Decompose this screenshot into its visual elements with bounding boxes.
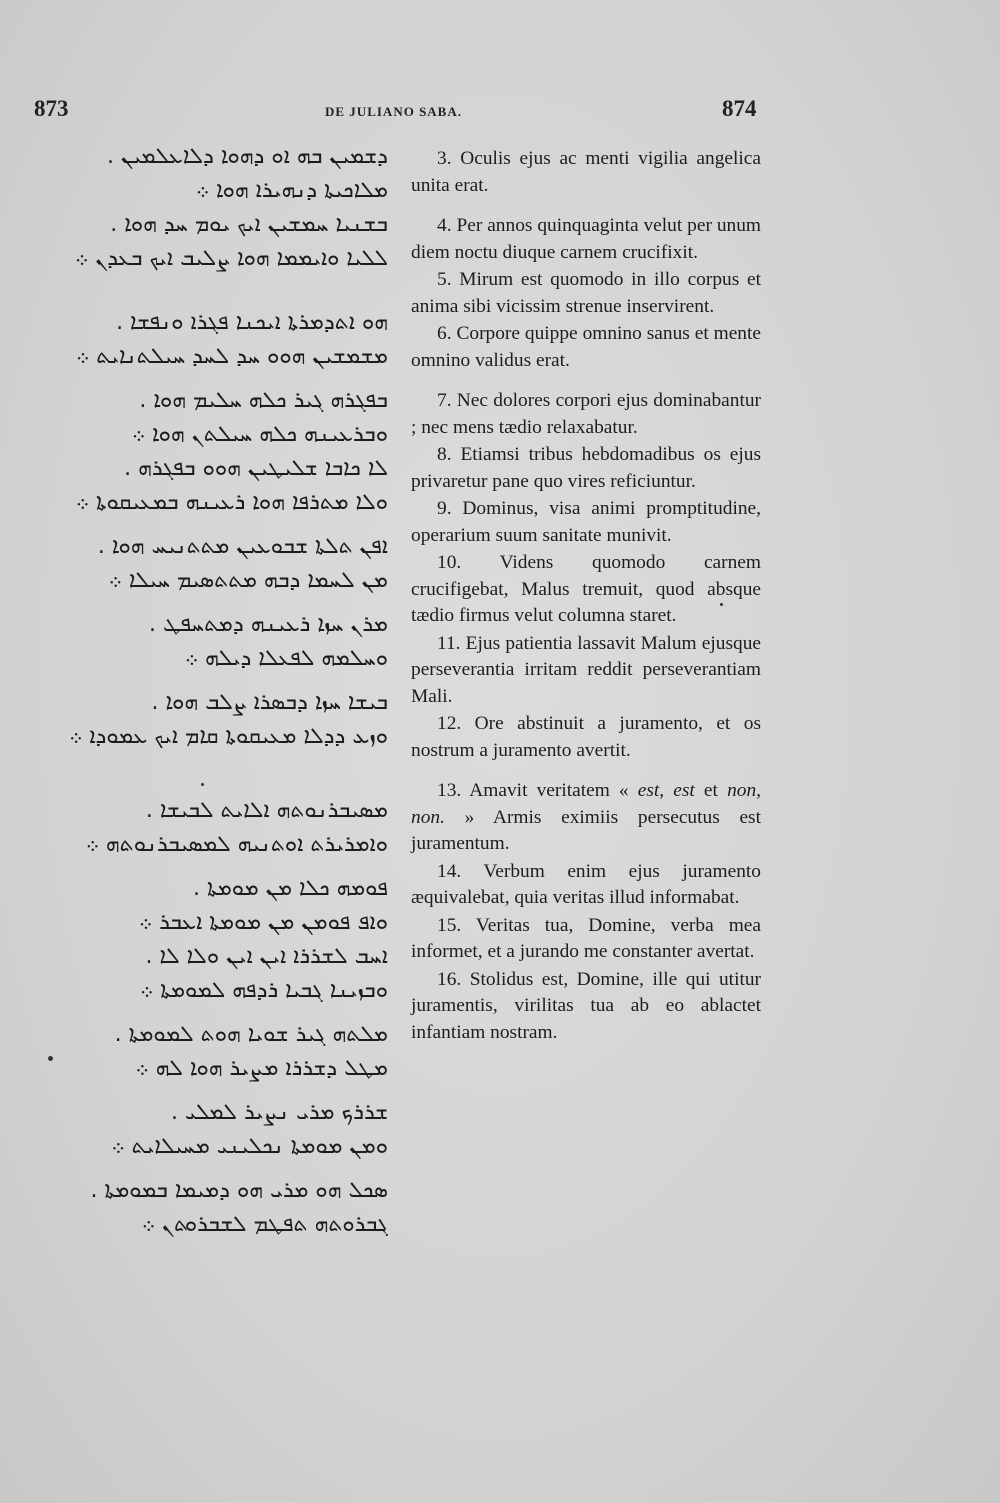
verse-11: 11. Ejus patientia lassavit Malum ejusque perseverantia irritam reddit perseverantiam Mali. [411,632,761,707]
verse-13-part: » Armis eximiis persecutus est juramentum. [411,806,761,854]
latin-column [411,146,761,1046]
verse-5: 5. Mirum est quomodo in illo corpus et anima sibi vicissim strenue inservirent. [411,269,761,317]
verse-12: 12. Ore abstinuit a juramento, et os nostrum a juramento avertit. [411,713,761,761]
syriac-line: ܘܒܙܝܢܐ ܓܒܝܐ ܪܕܦܗ ܠܡܘܡܬܐ ܀ [140,978,388,1003]
syriac-line: ܘܡܢ ܡܘܡܬܐ ܢܟܠܝܢܝ ܡܚܝܠܐܝܬ ܀ [111,1134,388,1159]
verse-4: 4. Per annos quinquaginta velut per unum diem noctu diuque carnem crucifixit. [411,215,761,263]
syriac-line: ܒܫܢܝܐ ܚܡܫܝܢ ܐܝܟ ܝܘܡ ܚܕ ܗܘܐ . [110,212,388,237]
syriac-line: ܣܟܠ ܗܘ ܡܪܝ ܗܘ ܕܡܝܡܐ ܒܡܘܡܬܐ . [90,1178,388,1203]
syriac-line: ܐܦܢ ܬܠܬܐ ܫܒܘܥܝܢ ܡܬܬܢܝܚ ܗܘܐ . [97,534,388,559]
print-speck [720,603,723,606]
verse-8: 8. Etiamsi tribus hebdomadibus os ejus privaretur pane quo vires reficiuntur. [411,444,761,492]
verse-13-part: et [694,780,728,801]
verse-14: 14. Verbum enim ejus juramento æquivalebat, quia veritas illud informabat. [411,860,761,908]
syriac-line: ܐܚܒ ܠܫܪܪܐ ܐܝܢ ܐܝܢ ܘܠܐ ܠܐ . [145,944,388,969]
syriac-line: ܫܪܪܟ ܡܪܝ ܢܨܝܪ ܠܡܠܝ . [171,1100,388,1125]
print-speck [48,1056,53,1061]
page-number-left: 873 [34,96,69,121]
syriac-line: ܡܣܝܒܪܢܘܬܗ ܐܠܐܝܬ ܠܒܝܫܐ . [145,798,388,823]
syriac-line: ܡܠܐܟܝܬܐ ܕܢܗܝܪܐ ܗܘܐ ܀ [195,178,388,203]
syriac-line: ܕܫܡܝܢ ܒܗ ܐܘ ܕܗܘܐ ܕܠܐܥܠܡܝܢ . [107,144,388,169]
syriac-line: ܡܛܠ ܕܫܪܪܐ ܡܨܝܪ ܗܘܐ ܠܗ ܀ [135,1056,388,1081]
verse-10: 10. Videns quomodo carnem crucifigebat, Malus tremuit, quod absque tædio firmus velut columna staret. [411,552,761,626]
verse-13-italic: non, non. [411,780,761,828]
print-speck [201,783,204,786]
page-number-right: 874 [722,96,757,121]
verse-7: 7. Nec dolores corpori ejus dominabantur ; nec mens tædio relaxabatur. [411,390,761,438]
verse-15: 15. Veritas tua, Domine, verba mea informet, et a jurando me constanter avertat. [411,914,761,962]
syriac-line: ܠܠܝܐ ܘܐܝܡܡܐ ܗܘܐ ܨܠܝܒ ܐܝܟ ܒܥܕܢ ܀ [75,246,388,271]
syriac-line: ܘܐܦ ܦܘܡܢ ܡܢ ܡܘܡܬܐ ܐܥܒܪ ܀ [138,910,388,935]
verse-13-part: 13. Amavit veritatem « [437,780,638,801]
verse-16: 16. Stolidus est, Domine, ille qui utitur juramentis, virilitas tua ab eo ablactet infantiam nostram. [411,968,761,1043]
verse-3: 3. Oculis ejus ac menti vigilia angelica unita erat. [411,148,761,196]
syriac-column [40,140,388,1242]
syriac-line: ܘܐܡܪܝܪܬ ܐܘܬܢܝܗ ܠܡܣܝܒܪܢܘܬܗ ܀ [85,832,388,857]
verse-9: 9. Dominus, visa animi promptitudine, operarium suum sanitate munivit. [411,498,761,546]
running-title: DE JULIANO SABA. [325,104,462,119]
syriac-line: ܠܐ ܟܐܒܐ ܫܠܝܛܝܢ ܗܘܘ ܒܦܓܪܗ . [124,456,388,481]
verse-13 [411,778,761,858]
syriac-line: ܡܠܬܗ ܓܝܪ ܫܘܝܐ ܗܘܬ ܠܡܘܡܬܐ . [114,1022,388,1047]
syriac-line: ܘܠܐ ܡܬܪܦܐ ܗܘܐ ܪܥܝܢܗ ܒܡܥܝܩܘܬܐ ܀ [75,490,388,515]
syriac-line: ܦܘܡܗ ܟܠܐ ܡܢ ܡܘܡܬܐ . [193,876,388,901]
verse-6: 6. Corpore quippe omnino sanus et mente omnino validus erat. [411,323,761,371]
syriac-line: ܘܒܪܥܝܢܗ ܟܠܗ ܚܝܠܬܢ ܗܘܐ ܀ [131,422,388,447]
syriac-line: ܒܝܫܐ ܚܙܐ ܕܒܣܪܐ ܨܠܒ ܗܘܐ . [151,690,388,715]
syriac-line: ܒܦܓܪܗ ܓܝܪ ܟܠܗ ܚܠܝܡ ܗܘܐ . [139,388,388,413]
syriac-line: ܘܙܥ ܕܕܠܐ ܡܥܝܩܘܬܐ ܩܐܡ ܐܝܟ ܥܡܘܕܐ ܀ [69,724,388,749]
syriac-line: ܓܒܪܘܬܗ ܬܦܛܡ ܠܫܒܪܘܬܢ ܀ [141,1212,388,1237]
syriac-line: ܗܘ ܐܬܕܡܪܬܐ ܐܝܟܢܐ ܦܓܪܐ ܘܢܦܫܐ . [116,310,388,335]
syriac-line: ܡܪܢ ܚܙܐ ܪܥܝܢܗ ܕܡܬܚܦܛ . [149,612,388,637]
syriac-line: ܡܫܡܫܝܢ ܗܘܘ ܚܕ ܠܚܕ ܚܝܠܬܢܐܝܬ ܀ [76,344,388,369]
verse-13-italic: est, est [637,780,695,801]
syriac-line: ܘܚܠܡܗ ܠܦܥܠܐ ܕܝܠܗ ܀ [184,646,388,671]
syriac-line: ܡܢ ܠܚܡܐ ܕܒܗ ܡܬܬܣܝܡ ܚܝܠܐ ܀ [108,568,388,593]
